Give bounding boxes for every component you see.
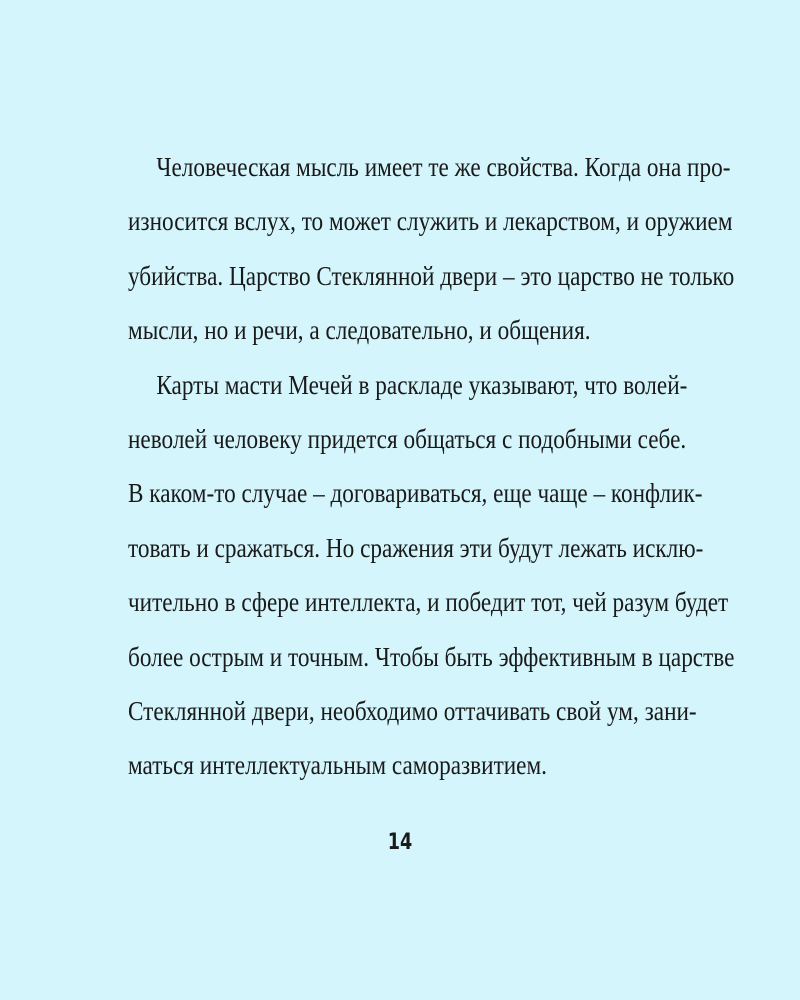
text-line: более острым и точным. Чтобы быть эффективным в царстве: [128, 641, 735, 672]
text-line: Человеческая мысль имеет те же свойства. Когда она про-: [156, 152, 731, 182]
paragraph-1: [128, 140, 735, 358]
text-line: В каком-то случае – договариваться, еще чаще – конфлик-: [128, 478, 703, 509]
page-number: 14: [387, 830, 413, 855]
text-line: мысли, но и речи, а следовательно, и общения.: [128, 315, 591, 346]
text-line: маться интеллектуальным саморазвитием.: [128, 750, 547, 781]
body-text: [128, 140, 735, 793]
text-line: неволей человеку придется общаться с подобными себе.: [128, 423, 687, 454]
text-line: износится вслух, то может служить и лекарством, и оружием: [128, 206, 733, 237]
text-line: Стеклянной двери, необходимо оттачивать свой ум, зани-: [128, 695, 697, 726]
text-line: Карты масти Мечей в раскладе указывают, что волей-: [156, 369, 688, 400]
text-line: убийства. Царство Стеклянной двери – это царство не только: [128, 260, 735, 291]
text-line: чительно в сфере интеллекта, и победит тот, чей разум будет: [128, 587, 729, 618]
paragraph-2: [128, 358, 735, 793]
text-line: товать и сражаться. Но сражения эти будут лежать исклю-: [128, 532, 704, 563]
